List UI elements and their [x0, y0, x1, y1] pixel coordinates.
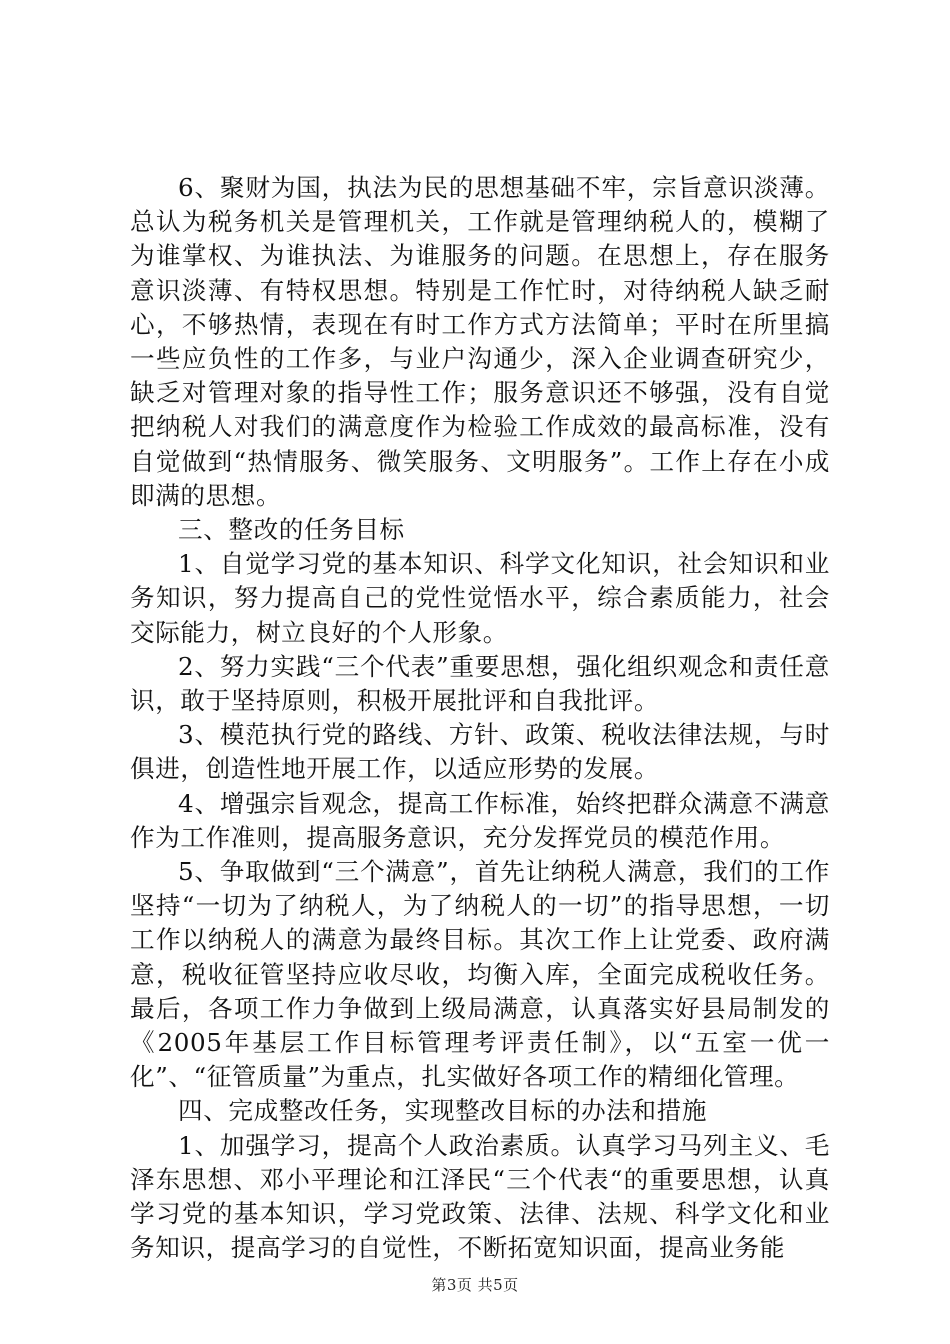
goal-item-1: 1、自觉学习党的基本知识、科学文化知识，社会知识和业务知识，努力提高自己的党性觉悟水平，综合素质能力，社会交际能力，树立良好的个人形象。 [130, 549, 830, 647]
goal-item-3: 3、模范执行党的路线、方针、政策、税收法律法规，与时俱进，创造性地开展工作，以适应形势的发展。 [130, 720, 830, 784]
section-heading-4: 四、完成整改任务，实现整改目标的办法和措施 [178, 1096, 708, 1126]
section-heading-3: 三、整改的任务目标 [178, 515, 405, 545]
document-body [130, 171, 830, 1266]
goal-item-5: 5、争取做到“三个满意”，首先让纳税人满意，我们的工作坚持“一切为了纳税人，为了纳税人的一切”的指导思想，一切工作以纳税人的满意为最终目标。其次工作上让党委、政府满意，税收征管坚持应收尽收，均衡入库，全面完成税收任务。最后，各项工作力争做到上级局满意，认真落实好县局制发的《2005年基层工作目标管理考评责任制》，以“五室一优一化”、“征管质量”为重点，扎实做好各项工作的精细化管理。 [130, 857, 830, 1092]
goal-item-2: 2、努力实践“三个代表”重要思想，强化组织观念和责任意识，敢于坚持原则，积极开展批评和自我批评。 [130, 651, 830, 716]
page-number-footer: 第3页 共5页 [431, 1276, 519, 1294]
paragraph-item-6: 6、聚财为国，执法为民的思想基础不牢，宗旨意识淡薄。总认为税务机关是管理机关，工作就是管理纳税人的，模糊了为谁掌权、为谁执法、为谁服务的问题。在思想上，存在服务意识淡薄、有特权思想。特别是工作忙时，对待纳税人缺乏耐心，不够热情，表现在有时工作方式方法简单；平时在所里搞一些应负性的工作多，与业户沟通少，深入企业调查研究少，缺乏对管理对象的指导性工作；服务意识还不够强，没有自觉把纳税人对我们的满意度作为检验工作成效的最高标准，没有自觉做到“热情服务、微笑服务、文明服务”。工作上存在小成即满的思想。 [130, 173, 830, 510]
goal-item-4: 4、增强宗旨观念，提高工作标准，始终把群众满意不满意作为工作准则，提高服务意识，充分发挥党员的模范作用。 [130, 788, 830, 852]
measure-item-1: 1、加强学习，提高个人政治素质。认真学习马列主义、毛泽东思想、邓小平理论和江泽民“三个代表“的重要思想，认真学习党的基本知识，学习党政策、法律、法规、科学文化和业务知识，提高学习的自觉性，不断拓宽知识面，提高业务能 [130, 1130, 830, 1263]
